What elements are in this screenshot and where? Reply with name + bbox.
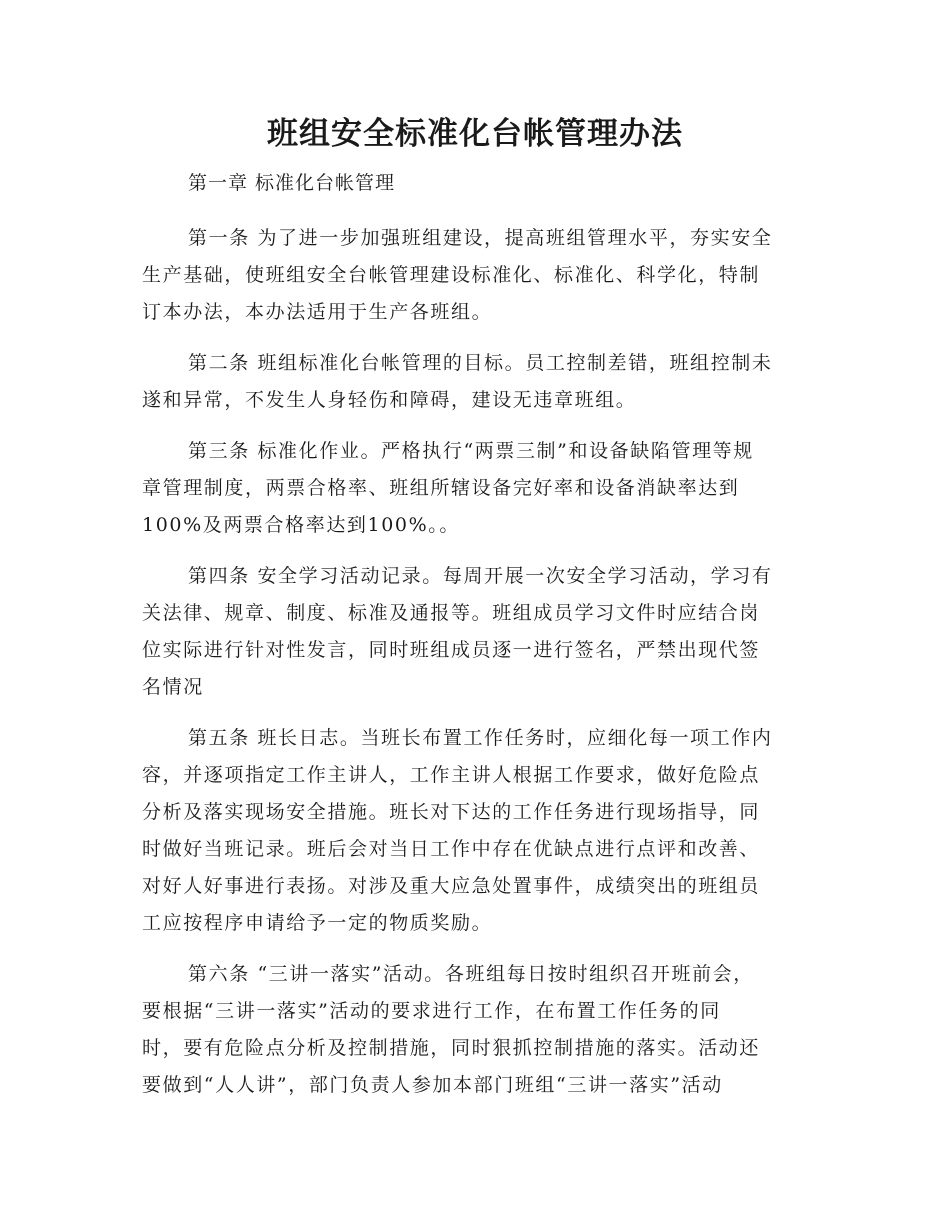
text-line: 要做到“人人讲”，部门负责人参加本部门班组“三讲一落实”活动 xyxy=(142,1074,723,1096)
text-line: 第六条 “三讲一落实”活动。各班组每日按时组织召开班前会， xyxy=(188,963,754,985)
article-2-paragraph xyxy=(142,345,808,419)
text-line: 要根据“三讲一落实”活动的要求进行工作，在布置工作任务的同 xyxy=(142,1000,721,1022)
text-line: 对好人好事进行表扬。对涉及重大应急处置事件，成绩突出的班组员 xyxy=(142,875,761,897)
text-line: 遂和异常，不发生人身轻伤和障碍，建设无违章班组。 xyxy=(142,389,637,411)
chapter-heading: 第一章 标准化台帐管理 xyxy=(188,172,396,194)
text-line: 第五条 班长日志。当班长布置工作任务时，应细化每一项工作内 xyxy=(188,727,773,749)
text-line: 第一条 为了进一步加强班组建设，提高班组管理水平，夯实安全 xyxy=(188,227,773,249)
article-1-paragraph xyxy=(142,220,808,331)
text-line: 容，并逐项指定工作主讲人，工作主讲人根据工作要求，做好危险点 xyxy=(142,764,761,786)
text-line: 第三条 标准化作业。严格执行“两票三制”和设备缺陷管理等规 xyxy=(188,440,754,462)
text-line: 工应按程序申请给予一定的物质奖励。 xyxy=(142,912,493,934)
article-3-paragraph xyxy=(142,433,808,544)
text-line: 100%及两票合格率达到100%。。 xyxy=(142,514,460,536)
document-body xyxy=(142,220,808,1118)
article-6-paragraph xyxy=(142,956,808,1104)
article-4-paragraph xyxy=(142,558,808,706)
text-line: 名情况 xyxy=(142,676,204,698)
text-line: 时做好当班记录。班后会对当日工作中存在优缺点进行点评和改善、 xyxy=(142,838,761,860)
text-line: 订本办法，本办法适用于生产各班组。 xyxy=(142,301,493,323)
text-line: 章管理制度，两票合格率、班组所辖设备完好率和设备消缺率达到 xyxy=(142,477,740,499)
text-line: 关法律、规章、制度、标准及通报等。班组成员学习文件时应结合岗 xyxy=(142,602,761,624)
article-5-paragraph xyxy=(142,720,808,942)
text-line: 生产基础，使班组安全台帐管理建设标准化、标准化、科学化，特制 xyxy=(142,264,761,286)
text-line: 位实际进行针对性发言，同时班组成员逐一进行签名，严禁出现代签 xyxy=(142,639,761,661)
document-title: 班组安全标准化台帐管理办法 xyxy=(267,116,683,152)
text-line: 第四条 安全学习活动记录。每周开展一次安全学习活动，学习有 xyxy=(188,565,773,587)
text-line: 时，要有危险点分析及控制措施，同时狠抓控制措施的落实。活动还 xyxy=(142,1037,761,1059)
text-line: 第二条 班组标准化台帐管理的目标。员工控制差错，班组控制未 xyxy=(188,352,773,374)
text-line: 分析及落实现场安全措施。班长对下达的工作任务进行现场指导，同 xyxy=(142,801,761,823)
